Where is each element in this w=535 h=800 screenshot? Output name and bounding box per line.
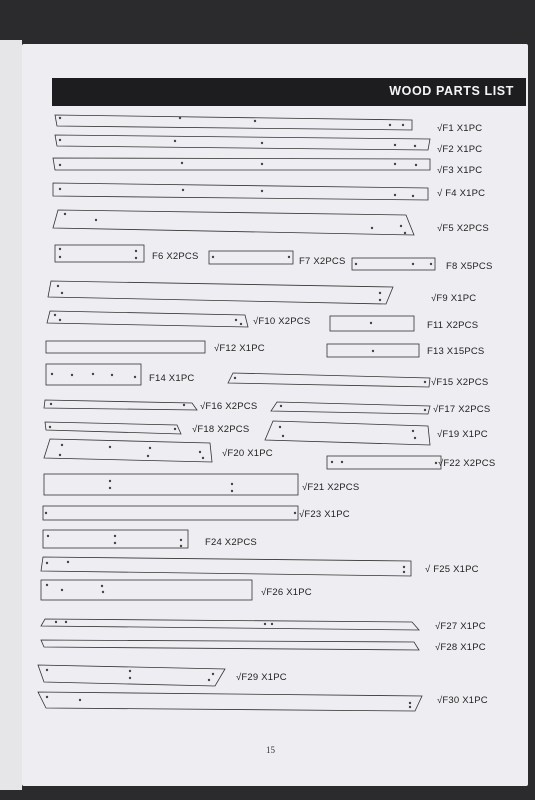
part-label-f5: √F5 X2PCS <box>437 223 489 234</box>
part-drawing-f20 <box>44 439 212 462</box>
part-drawing-f27 <box>41 619 419 630</box>
page-number: 15 <box>266 745 275 755</box>
part-drawing-f9 <box>48 281 393 304</box>
part-label-f30: √F30 X1PC <box>437 695 488 706</box>
part-label-f8: F8 X5PCS <box>446 261 493 272</box>
part-drawing-f6 <box>55 245 144 262</box>
part-label-f24: F24 X2PCS <box>205 537 257 548</box>
part-label-f15: √F15 X2PCS <box>431 377 489 388</box>
part-drawing-f8 <box>352 258 435 270</box>
part-label-f16: √F16 X2PCS <box>200 401 258 412</box>
part-drawing-f7 <box>209 251 293 264</box>
page-title: WOOD PARTS LIST <box>389 84 514 98</box>
part-drawing-f21 <box>44 474 298 495</box>
part-label-f2: √F2 X1PC <box>437 144 483 155</box>
part-label-f19: √F19 X1PC <box>437 429 488 440</box>
part-label-f25: √ F25 X1PC <box>425 564 479 575</box>
part-drawing-f18 <box>45 422 181 434</box>
part-label-f21: √F21 X2PCS <box>302 482 360 493</box>
part-label-f18: √F18 X2PCS <box>192 424 250 435</box>
part-drawing-f30 <box>38 692 422 711</box>
part-label-f10: √F10 X2PCS <box>253 316 311 327</box>
part-label-f23: √F23 X1PC <box>299 509 350 520</box>
part-label-f14: F14 X1PC <box>149 373 195 384</box>
part-label-f28: √F28 X1PC <box>435 642 486 653</box>
part-label-f1: √F1 X1PC <box>437 123 483 134</box>
part-label-f4: √ F4 X1PC <box>437 188 486 199</box>
part-drawing-f19 <box>265 421 430 445</box>
part-drawing-f22 <box>327 456 441 469</box>
part-label-f17: √F17 X2PCS <box>433 404 491 415</box>
part-drawing-f10 <box>47 311 248 327</box>
part-label-f20: √F20 X1PC <box>222 448 273 459</box>
part-drawing-f3 <box>53 158 430 170</box>
part-label-f22: √F22 X2PCS <box>438 458 496 469</box>
part-label-f6: F6 X2PCS <box>152 251 199 262</box>
part-label-f9: √F9 X1PC <box>431 293 477 304</box>
part-drawing-f24 <box>43 530 188 548</box>
part-drawing-f25 <box>41 557 411 576</box>
part-drawing-f28 <box>41 640 419 650</box>
part-label-f27: √F27 X1PC <box>435 621 486 632</box>
part-drawing-f29 <box>38 665 225 686</box>
part-drawing-f15 <box>228 373 430 387</box>
part-drawing-f16 <box>44 400 197 410</box>
part-label-f12: √F12 X1PC <box>214 343 265 354</box>
part-drawing-f17 <box>271 402 430 414</box>
part-drawing-f5 <box>53 210 414 235</box>
part-label-f29: √F29 X1PC <box>236 672 287 683</box>
part-label-f7: F7 X2PCS <box>299 256 346 267</box>
part-drawing-f1 <box>55 115 412 130</box>
part-drawing-f2 <box>55 135 430 150</box>
part-drawing-f23 <box>43 506 298 520</box>
part-label-f26: √F26 X1PC <box>261 587 312 598</box>
part-label-f13: F13 X15PCS <box>427 346 485 357</box>
part-drawing-f4 <box>53 183 428 200</box>
part-label-f11: F11 X2PCS <box>427 320 479 331</box>
part-drawing-f26 <box>41 580 252 600</box>
part-drawing-f12 <box>46 341 205 353</box>
part-label-f3: √F3 X1PC <box>437 165 483 176</box>
